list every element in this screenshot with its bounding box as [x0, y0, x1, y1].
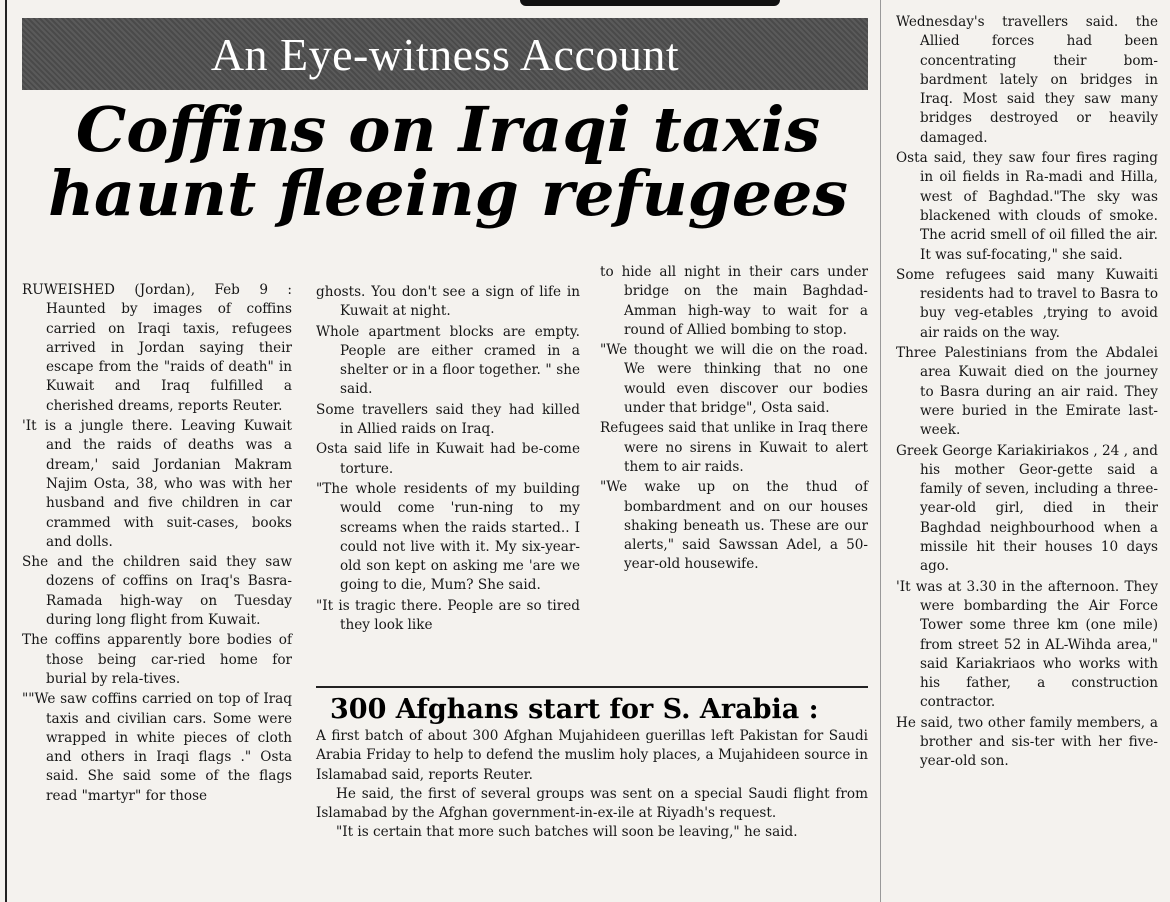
- paragraph: Osta said, they saw four fires raging in oil fields in Ra-madi and Hilla, west of Baghdad."The sky was blackened with clouds of smoke. The acrid smell of oil filled the air. It was suf-focating," she said.: [896, 150, 1158, 263]
- kicker-text: An Eye-witness Account: [210, 28, 680, 80]
- paragraph: "It is certain that more such batches will soon be leaving," he said.: [336, 824, 798, 841]
- headline-line-2: haunt fleeing refugees: [48, 157, 848, 230]
- paragraph: He said, the first of several groups was sent on a special Saudi flight from Islamabad by the Afghan government-in-ex-ile at Riyadh's request.: [316, 785, 868, 822]
- paragraph: 'It is a jungle there. Leaving Kuwait and the raids of deaths was a dream,' said Jordanian Makram Najim Osta, 38, who was with her husband and five children in car crammed with suit-cases, books and dolls.: [22, 418, 292, 550]
- paragraph: Some travellers said they had killed in Allied raids on Iraq.: [316, 401, 580, 438]
- paragraph: ghosts. You don't see a sign of life in Kuwait at night.: [316, 284, 580, 320]
- kicker-banner: [22, 18, 868, 90]
- paragraph: "We thought we will die on the road. We were thinking that no one would even discover our bodies under that bridge", Osta said.: [600, 342, 868, 417]
- paragraph: She and the children said they saw dozens of coffins on Iraq's Basra-Ramada high-way on Tuesday during long flight from Kuwait.: [22, 554, 292, 629]
- paragraph: 'It was at 3.30 in the afternoon. They were bombarding the Air Force Tower some three km (one mile) from street 52 in AL-Wihda area," said Kariakriaos who works with his father, a construction contractor.: [896, 578, 1158, 711]
- article-column-1: [22, 281, 292, 807]
- paragraph: He said, two other family members, a brother and sis-ter with her five-year-old son.: [896, 714, 1158, 770]
- headline-line-1: Coffins on Iraqi taxis: [75, 93, 821, 166]
- paragraph: "The whole residents of my building would come 'run-ning to my screams when the raids started.. I could not live with it. My six-year-old son kept on asking me 'are we going to die, Mum? She said.: [316, 480, 580, 594]
- paragraph: RUWEISHED (Jordan), Feb 9 : Haunted by images of coffins carried on Iraqi taxis, refugees arrived in Jordan saying their escape from the "raids of death" in Kuwait and Iraq fulfilled a cherished dreams, reports Reuter.: [22, 282, 292, 414]
- sub-story-body: [316, 727, 868, 843]
- paragraph: The coffins apparently bore bodies of those being car-ried home for burial by rela-tives.: [22, 632, 292, 687]
- paragraph: A first batch of about 300 Afghan Mujahideen guerillas left Pakistan for Saudi Arabia Friday to help to defend the muslim holy places, a Mujahideen source in Islamabad said, reports Reuter.: [316, 728, 868, 783]
- paragraph: to hide all night in their cars under bridge on the main Baghdad-Amman high-way to wait for a round of Allied bombing to stop.: [600, 264, 868, 338]
- paragraph: Refugees said that unlike in Iraq there were no sirens in Kuwait to alert them to air raids.: [600, 420, 868, 475]
- article-column-4: [896, 13, 1158, 773]
- article-column-2: [316, 283, 580, 636]
- paragraph: Whole apartment blocks are empty. People are either cramed in a shelter or in a floor together. " she said.: [316, 323, 580, 398]
- paragraph: Osta said life in Kuwait had be-come torture.: [316, 441, 580, 477]
- paragraph: ""We saw coffins carried on top of Iraq taxis and civilian cars. Some were wrapped in white pieces of cloth and others in Iraqi flags ." Osta said. She said some of the flags read "martyr" for those: [22, 691, 292, 804]
- paragraph: Wednesday's travellers said. the Allied forces had been concentrating their bom-bardment lately on bridges in Iraq. Most said they saw many bridges destroyed or heavily damaged.: [896, 14, 1158, 146]
- paragraph: "It is tragic there. People are so tired they look like: [316, 597, 580, 634]
- main-headline: [20, 93, 877, 230]
- right-column-rule: [880, 0, 881, 902]
- left-column-rule: [5, 0, 7, 902]
- paragraph: "We wake up on the thud of bombardment and on our houses shaking beneath us. These are our alerts," said Sawssan Adel, a 50-year-old housewife.: [600, 479, 868, 573]
- paragraph: Three Palestinians from the Abdalei area Kuwait died on the journey to Basra during an air raid. They were buried in the Emirate last-week.: [896, 345, 1158, 439]
- article-column-3: [600, 263, 868, 576]
- paragraph: Greek George Kariakiriakos , 24 , and his mother Geor-gette said a family of seven, including a three-year-old girl, died in their Baghdad neighbourhood when a missile hit their houses 10 days ago.: [896, 442, 1158, 575]
- paragraph: Some refugees said many Kuwaiti residents had to travel to Basra to buy veg-etables ,trying to avoid air raids on the way.: [896, 266, 1158, 341]
- sub-story-headline: 300 Afghans start for S. Arabia :: [330, 694, 819, 725]
- cropped-section-banner: [520, 0, 780, 6]
- sub-story-divider: [316, 686, 868, 688]
